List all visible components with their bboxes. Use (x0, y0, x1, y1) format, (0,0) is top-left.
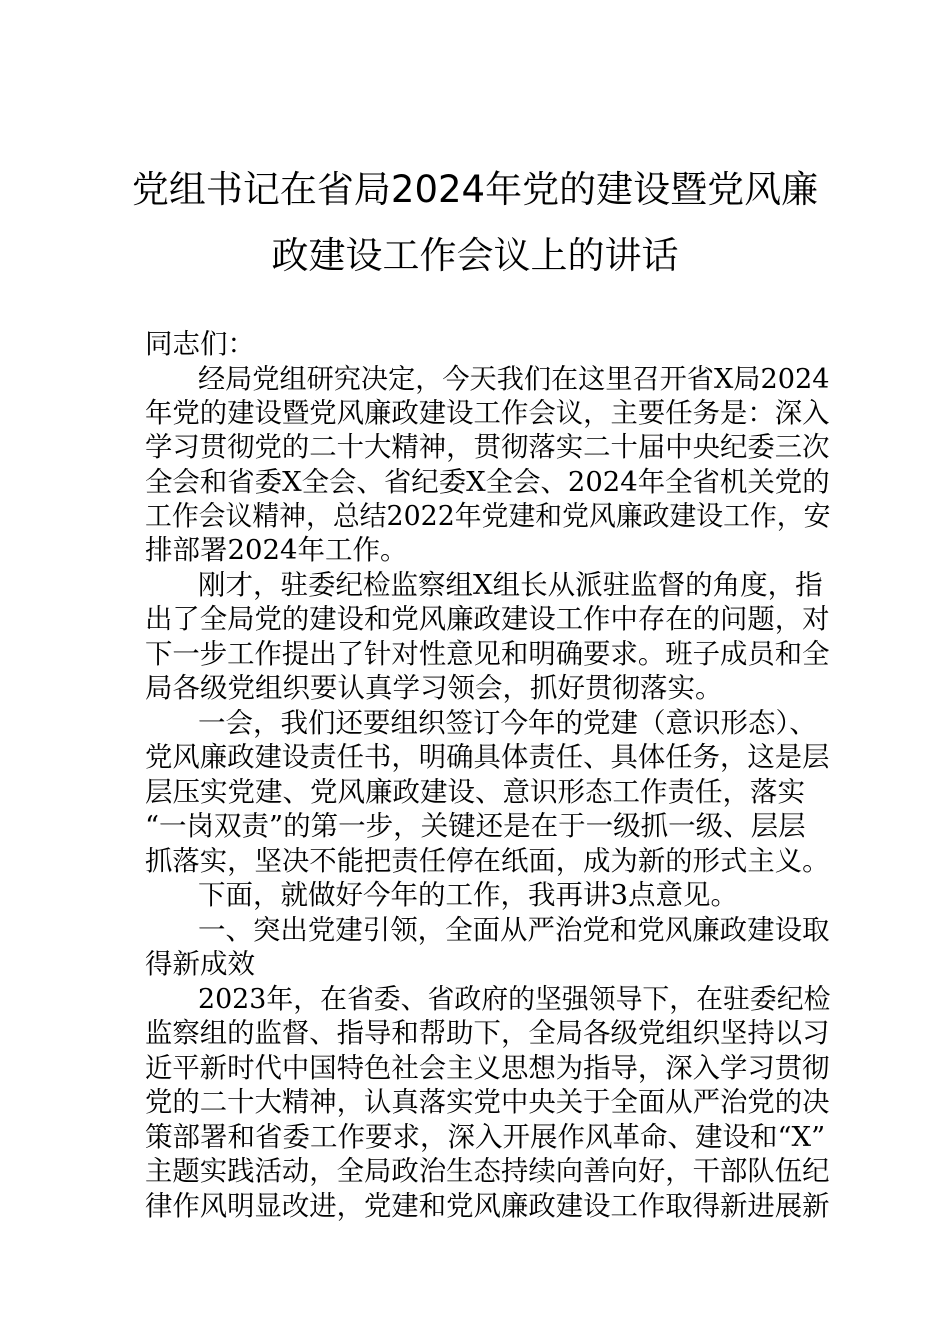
section-heading-line: 得新成效 (145, 948, 255, 980)
paragraph-line: 层压实党建、党风廉政建设、意识形态工作责任，落实 (145, 776, 805, 808)
paragraph-line: 下面，就做好今年的工作，我再讲3点意见。 (198, 879, 738, 911)
paragraph-line: 全会和省委X全会、省纪委X全会、2024年全省机关党的 (145, 466, 830, 498)
paragraph-line: 年党的建设暨党风廉政建设工作会议，主要任务是：深入 (145, 397, 830, 429)
paragraph-line: 近平新时代中国特色社会主义思想为指导，深入学习贯彻 (145, 1052, 830, 1084)
paragraph-line: 刚才，驻委纪检监察组X组长从派驻监督的角度，指 (198, 569, 823, 601)
paragraph-line: 工作会议精神，总结2022年党建和党风廉政建设工作，安 (145, 500, 831, 532)
salutation: 同志们： (145, 328, 255, 360)
paragraph-line: 党的二十大精神，认真落实党中央关于全面从严治党的决 (145, 1086, 830, 1118)
paragraph-line: 党风廉政建设责任书，明确具体责任、具体任务，这是层 (145, 741, 830, 773)
paragraph-line: “一岗双责”的第一步，关键还是在于一级抓一级、层层 (145, 810, 806, 842)
document-title-line-1: 党组书记在省局2024年党的建设暨党风廉 (131, 168, 819, 211)
paragraph-line: 监察组的监督、指导和帮助下，全局各级党组织坚持以习 (145, 1017, 830, 1049)
paragraph-line: 经局党组研究决定，今天我们在这里召开省X局2024 (198, 363, 830, 395)
paragraph-line: 局各级党组织要认真学习领会，抓好贯彻落实。 (145, 672, 723, 704)
paragraph-line: 学习贯彻党的二十大精神，贯彻落实二十届中央纪委三次 (145, 431, 830, 463)
paragraph-line: 下一步工作提出了针对性意见和明确要求。班子成员和全 (145, 638, 830, 670)
paragraph-line: 2023年，在省委、省政府的坚强领导下，在驻委纪检 (198, 983, 831, 1015)
paragraph-line: 出了全局党的建设和党风廉政建设工作中存在的问题，对 (145, 603, 830, 635)
document-title-line-2: 政建设工作会议上的讲话 (271, 234, 679, 277)
paragraph-line: 策部署和省委工作要求，深入开展作风革命、建设和“X” (145, 1121, 826, 1153)
section-heading-line: 一、突出党建引领，全面从严治党和党风廉政建设取 (198, 914, 830, 946)
paragraph-line: 抓落实，坚决不能把责任停在纸面，成为新的形式主义。 (145, 845, 830, 877)
paragraph-line: 主题实践活动，全局政治生态持续向善向好，干部队伍纪 (145, 1155, 830, 1187)
paragraph-line: 一会，我们还要组织签订今年的党建（意识形态）、 (198, 707, 817, 739)
paragraph-line: 排部署2024年工作。 (145, 534, 408, 566)
paragraph-line: 律作风明显改进，党建和党风廉政建设工作取得新进展新 (145, 1190, 830, 1222)
